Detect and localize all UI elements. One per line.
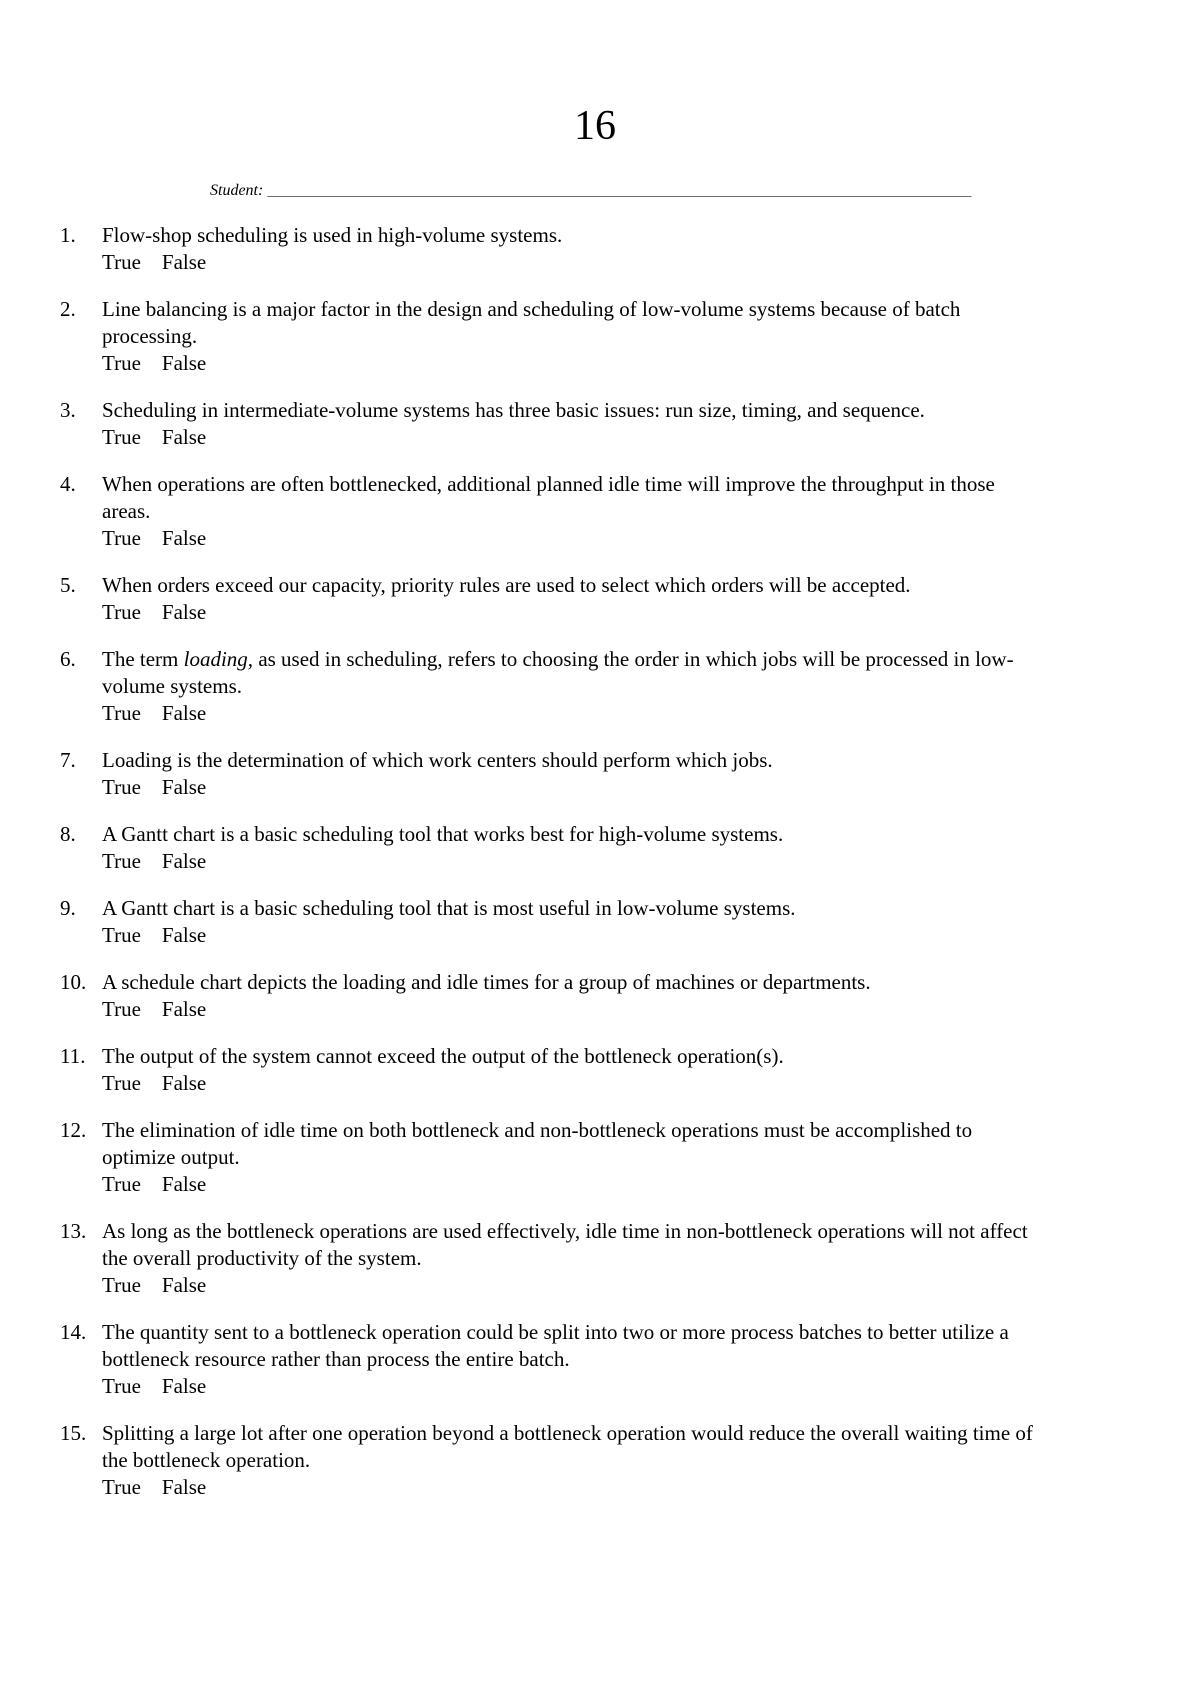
option-false[interactable]: False bbox=[161, 701, 207, 725]
option-false[interactable]: False bbox=[161, 526, 207, 550]
option-false[interactable]: False bbox=[161, 425, 207, 449]
question-text: Scheduling in intermediate-volume systems has three basic issues: run size, timing, and sequence. bbox=[102, 398, 925, 422]
question-text: Splitting a large lot after one operation beyond a bottleneck operation would reduce the overall waiting time of the bottleneck operation. bbox=[102, 1421, 1033, 1472]
option-true[interactable]: True bbox=[102, 923, 141, 947]
question-item bbox=[60, 646, 1135, 727]
question-body bbox=[102, 471, 1042, 552]
option-true[interactable]: True bbox=[102, 250, 141, 274]
question-item bbox=[60, 895, 1135, 949]
option-false[interactable]: False bbox=[161, 1374, 207, 1398]
question-item bbox=[60, 296, 1135, 377]
question-text-italic-term: loading, bbox=[183, 647, 254, 671]
option-true[interactable]: True bbox=[102, 849, 141, 873]
question-options bbox=[102, 848, 783, 875]
question-text: As long as the bottleneck operations are used effectively, idle time in non-bottleneck operations will not affect the overall productivity of the system. bbox=[102, 1219, 1028, 1270]
question-options bbox=[102, 1373, 1042, 1400]
question-text: The elimination of idle time on both bottleneck and non-bottleneck operations must be accomplished to optimize output. bbox=[102, 1118, 973, 1169]
question-item bbox=[60, 1319, 1135, 1400]
question-item bbox=[60, 572, 1135, 626]
question-body bbox=[102, 1420, 1042, 1501]
question-text: When operations are often bottlenecked, additional planned idle time will improve the throughput in those areas. bbox=[102, 472, 995, 523]
question-number: 5. bbox=[60, 573, 76, 597]
question-options bbox=[102, 700, 1042, 727]
question-options bbox=[102, 1474, 1042, 1501]
option-true[interactable]: True bbox=[102, 1475, 141, 1499]
question-options bbox=[102, 996, 871, 1023]
question-options bbox=[102, 525, 1042, 552]
option-true[interactable]: True bbox=[102, 351, 141, 375]
question-text-part: as used in scheduling, refers to choosing the order in which jobs will be processed in low-volume systems. bbox=[102, 647, 1014, 698]
question-body bbox=[102, 397, 925, 451]
option-false[interactable]: False bbox=[161, 1273, 207, 1297]
option-false[interactable]: False bbox=[161, 351, 207, 375]
option-false[interactable]: False bbox=[161, 849, 207, 873]
question-text: The output of the system cannot exceed the output of the bottleneck operation(s). bbox=[102, 1044, 784, 1068]
option-false[interactable]: False bbox=[161, 923, 207, 947]
question-number: 15. bbox=[60, 1421, 87, 1445]
question-item bbox=[60, 222, 1135, 276]
question-options bbox=[102, 1171, 1042, 1198]
option-false[interactable]: False bbox=[161, 1172, 207, 1196]
question-options bbox=[102, 922, 796, 949]
question-text bbox=[102, 646, 1042, 700]
question-options bbox=[102, 1070, 784, 1097]
option-true[interactable]: True bbox=[102, 1172, 141, 1196]
question-text: Line balancing is a major factor in the design and scheduling of low-volume systems because of batch processing. bbox=[102, 297, 961, 348]
question-text: A Gantt chart is a basic scheduling tool that is most useful in low-volume systems. bbox=[102, 896, 796, 920]
question-body bbox=[102, 222, 562, 276]
option-false[interactable]: False bbox=[161, 250, 207, 274]
question-options bbox=[102, 1272, 1042, 1299]
question-number: 6. bbox=[60, 647, 76, 671]
option-true[interactable]: True bbox=[102, 997, 141, 1021]
question-body bbox=[102, 1117, 1042, 1198]
question-text: The quantity sent to a bottleneck operation could be split into two or more process batches to better utilize a bottleneck resource rather than process the entire batch. bbox=[102, 1320, 1009, 1371]
question-options bbox=[102, 599, 911, 626]
question-item bbox=[60, 747, 1135, 801]
question-number: 14. bbox=[60, 1320, 87, 1344]
question-number: 2. bbox=[60, 297, 76, 321]
question-number: 9. bbox=[60, 896, 76, 920]
student-row bbox=[210, 180, 1190, 201]
option-true[interactable]: True bbox=[102, 1071, 141, 1095]
question-item bbox=[60, 1420, 1135, 1501]
questions-list bbox=[60, 222, 1135, 1501]
question-options bbox=[102, 424, 925, 451]
option-true[interactable]: True bbox=[102, 425, 141, 449]
question-number: 13. bbox=[60, 1219, 87, 1243]
option-false[interactable]: False bbox=[161, 775, 207, 799]
option-false[interactable]: False bbox=[161, 1071, 207, 1095]
question-number: 4. bbox=[60, 472, 76, 496]
question-options bbox=[102, 249, 562, 276]
question-item bbox=[60, 1218, 1135, 1299]
question-body bbox=[102, 572, 911, 626]
option-true[interactable]: True bbox=[102, 600, 141, 624]
option-false[interactable]: False bbox=[161, 997, 207, 1021]
question-number: 10. bbox=[60, 970, 87, 994]
question-item bbox=[60, 1117, 1135, 1198]
student-label: Student: bbox=[210, 182, 264, 199]
page-title: 16 bbox=[574, 103, 616, 149]
question-body bbox=[102, 1218, 1042, 1299]
option-true[interactable]: True bbox=[102, 526, 141, 550]
option-true[interactable]: True bbox=[102, 775, 141, 799]
question-number: 8. bbox=[60, 822, 76, 846]
question-text: A Gantt chart is a basic scheduling tool that works best for high-volume systems. bbox=[102, 822, 784, 846]
question-text: Flow-shop scheduling is used in high-volume systems. bbox=[102, 223, 563, 247]
question-body bbox=[102, 1043, 784, 1097]
option-false[interactable]: False bbox=[161, 1475, 207, 1499]
question-body bbox=[102, 969, 871, 1023]
question-number: 1. bbox=[60, 223, 76, 247]
question-number: 7. bbox=[60, 748, 76, 772]
question-text: A schedule chart depicts the loading and idle times for a group of machines or departments. bbox=[102, 970, 871, 994]
question-item bbox=[60, 821, 1135, 875]
question-options bbox=[102, 350, 1042, 377]
question-text: Loading is the determination of which work centers should perform which jobs. bbox=[102, 748, 773, 772]
question-item bbox=[60, 969, 1135, 1023]
question-number: 11. bbox=[60, 1044, 86, 1068]
question-body bbox=[102, 747, 773, 801]
question-item bbox=[60, 471, 1135, 552]
question-body bbox=[102, 821, 783, 875]
option-true[interactable]: True bbox=[102, 1273, 141, 1297]
option-false[interactable]: False bbox=[161, 600, 207, 624]
question-options bbox=[102, 774, 773, 801]
question-item bbox=[60, 397, 1135, 451]
question-item bbox=[60, 1043, 1135, 1097]
option-true[interactable]: True bbox=[102, 701, 141, 725]
option-true[interactable]: True bbox=[102, 1374, 141, 1398]
question-number: 12. bbox=[60, 1118, 87, 1142]
question-body bbox=[102, 1319, 1042, 1400]
question-body bbox=[102, 646, 1042, 727]
question-body bbox=[102, 296, 1042, 377]
student-blank-line[interactable]: ________________________________________________________________________________________ bbox=[267, 182, 972, 199]
question-number: 3. bbox=[60, 398, 76, 422]
question-text-part: The term bbox=[102, 647, 184, 671]
question-text: When orders exceed our capacity, priority rules are used to select which orders will be accepted. bbox=[102, 573, 911, 597]
question-body bbox=[102, 895, 796, 949]
